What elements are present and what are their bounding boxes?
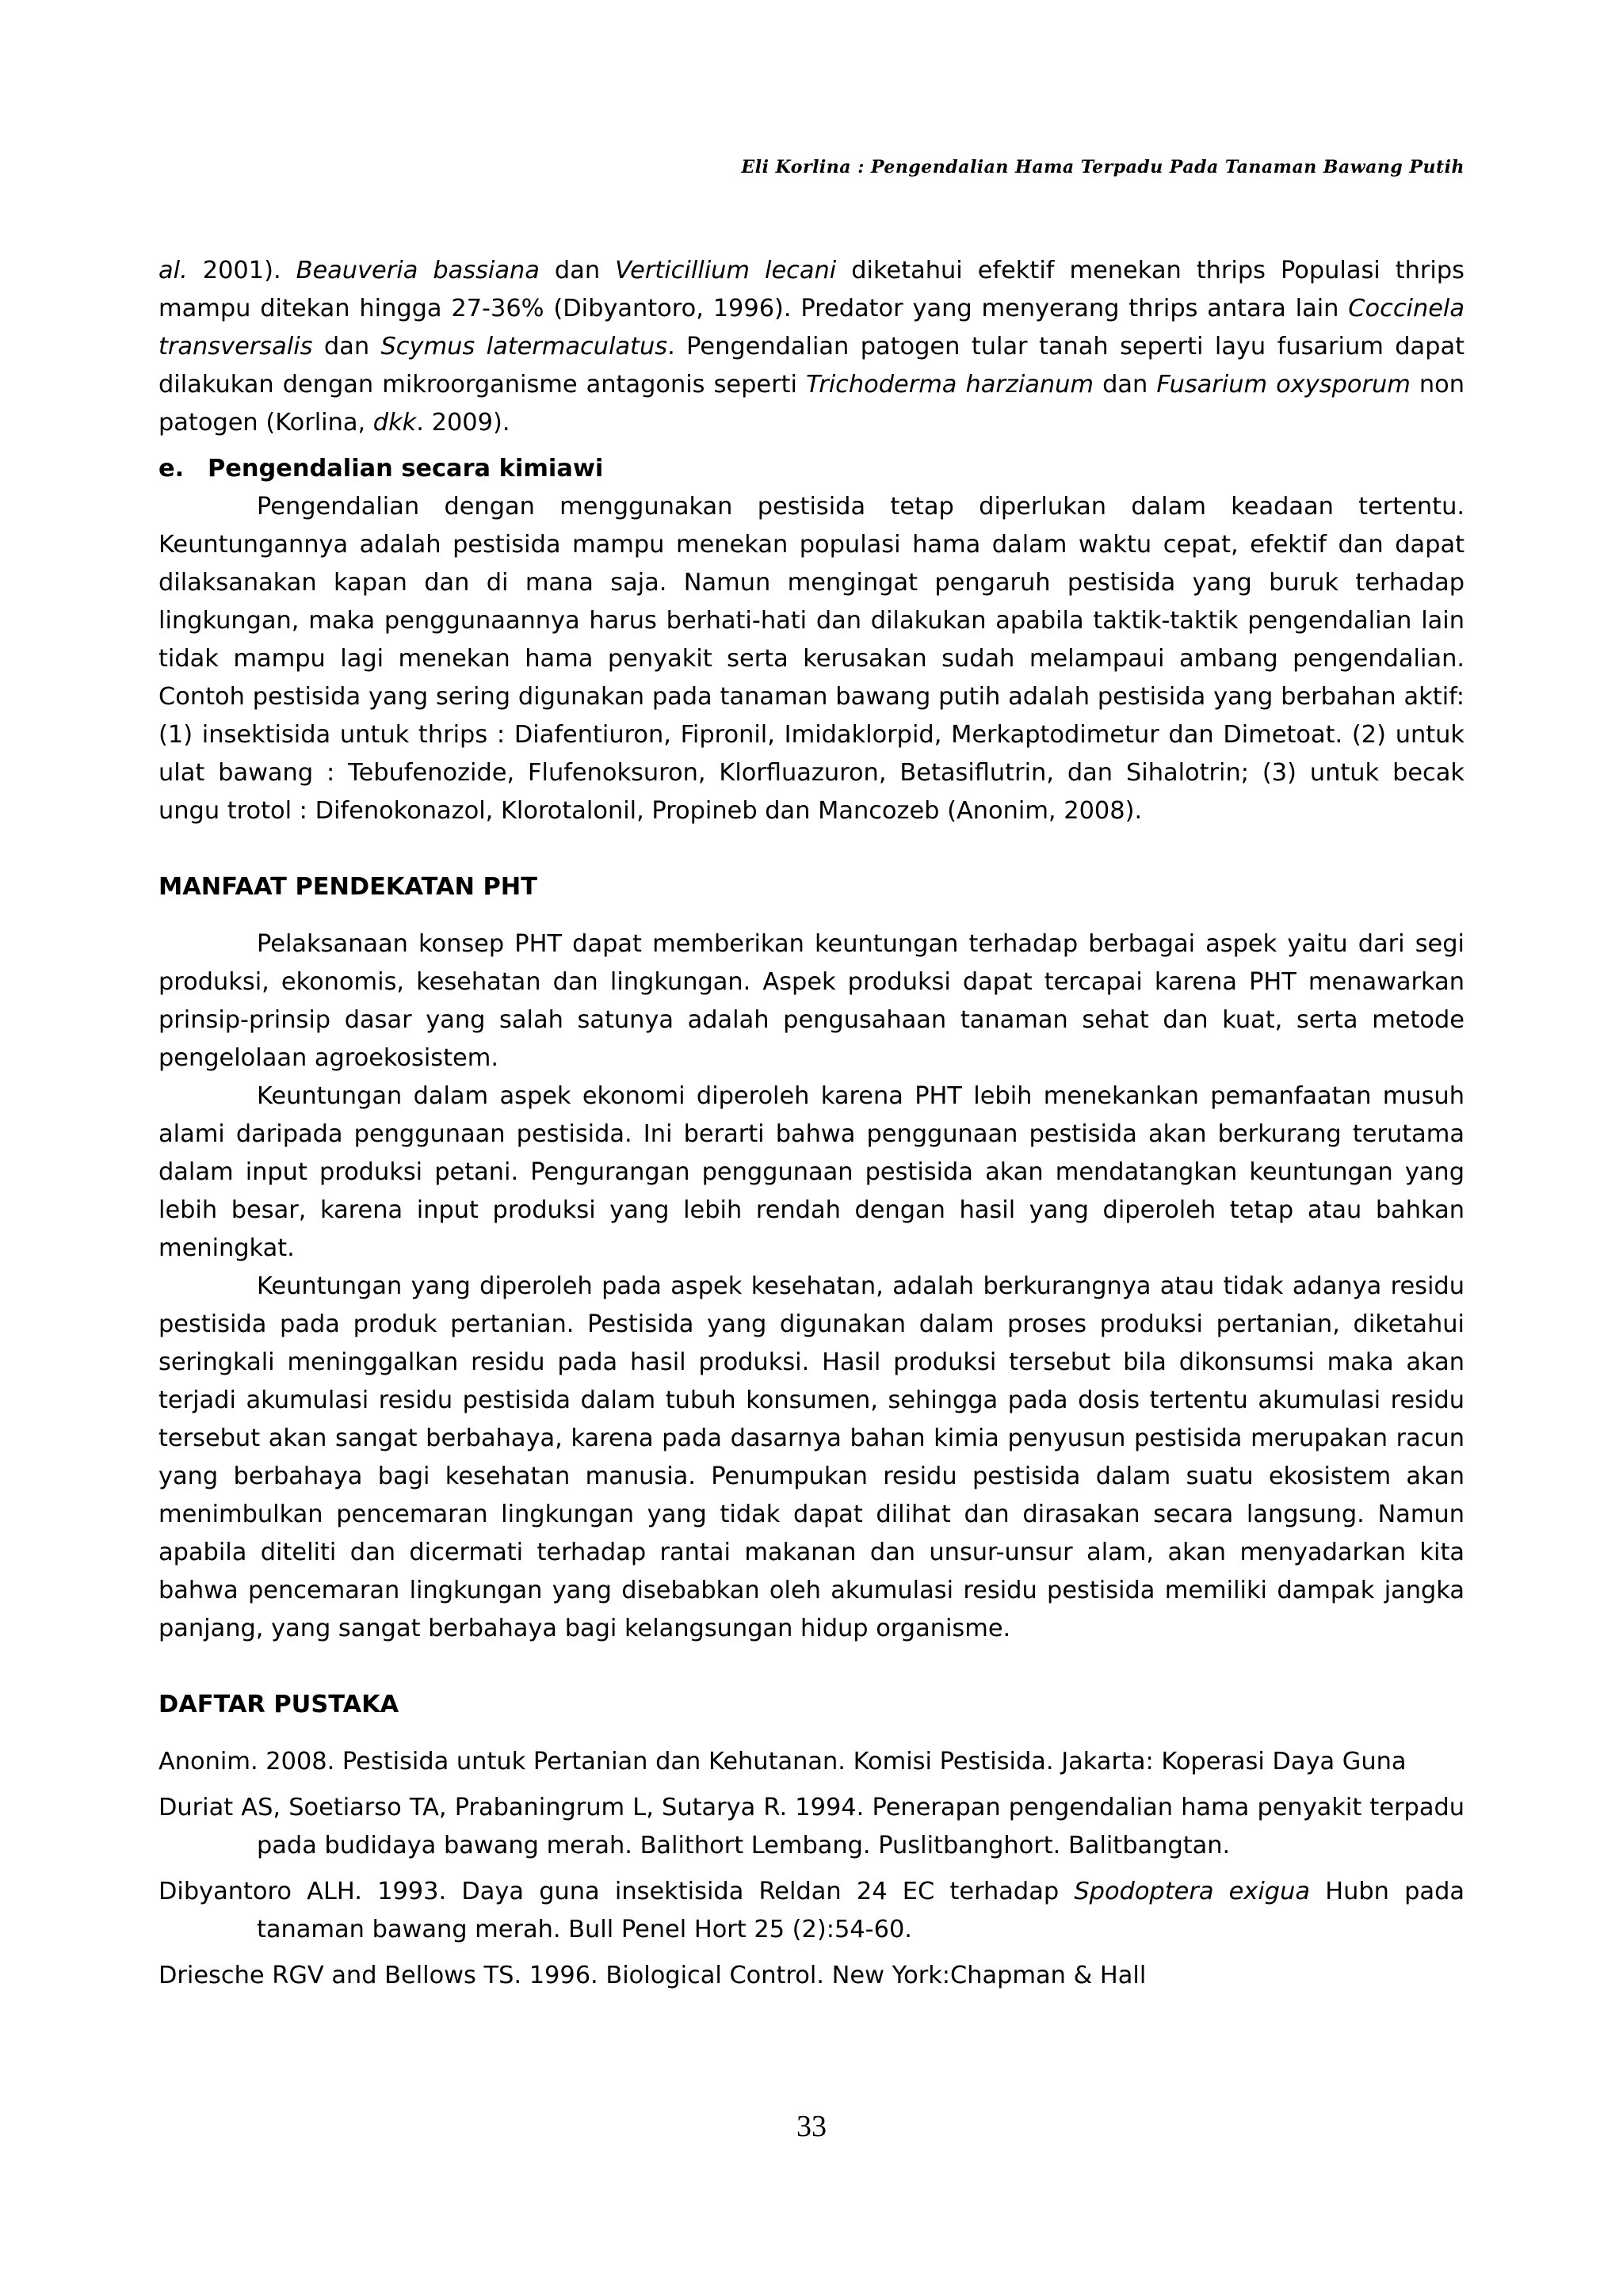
paragraph-manfaat-2: Keuntungan dalam aspek ekonomi diperoleh karena PHT lebih menekankan pemanfaatan musuh alami daripada penggunaan pestisida. Ini berarti bahwa penggunaan pestisida akan berkurang terutama dalam input produksi petani. Pengurangan penggunaan pestisida akan mendatangkan keuntungan yang lebih besar, karena input produksi yang lebih rendah dengan hasil yang diperoleh tetap atau bahkan meningkat. (158, 1082, 1465, 1262)
subsection-title: Pengendalian secara kimiawi (208, 455, 604, 482)
reference-item: Driesche RGV and Bellows TS. 1996. Biological Control. New York:Chapman & Hall (158, 1962, 1147, 1989)
page-number: 33 (796, 2110, 827, 2143)
paragraph-kimiawi: Pengendalian dengan menggunakan pestisida tetap diperlukan dalam keadaan tertentu. Keuntungannya adalah pestisida mampu menekan populasi hama dalam waktu cepat, efektif dan dapat dilaksanakan kapan dan di mana saja. Namun mengingat pengaruh pestisida yang buruk terhadap lingkungan, maka penggunaannya harus berhati-hati dan dilakukan apabila taktik-taktik pengendalian lain tidak mampu lagi menekan hama penyakit serta kerusakan sudah melampaui ambang pengendalian. Contoh pestisida yang sering digunakan pada tanaman bawang putih adalah pestisida yang berbahan aktif: (1) insektisida untuk thrips : Diafentiuron, Fipronil, Imidaklorpid, Merkaptodimetur dan Dimetoat. (2) untuk ulat bawang : Tebufenozide, Flufenoksuron, Klorfluazuron, Betasiflutrin, dan Sihalotrin; (3) untuk becak ungu trotol : Difenokonazol, Klorotalonil, Propineb dan Mancozeb (Anonim, 2008). (158, 493, 1465, 825)
reference-item: Anonim. 2008. Pestisida untuk Pertanian dan Kehutanan. Komisi Pestisida. Jakarta: Koperasi Daya Guna (158, 1748, 1407, 1775)
paragraph-continuation: al. 2001). Beauveria bassiana dan Verticillium lecani diketahui efektif menekan thrips Populasi thrips mampu ditekan hingga 27-36% (Dibyantoro, 1996). Predator yang menyerang thrips antara lain Coccinela transversalis dan Scymus latermaculatus. Pengendalian patogen tular tanah seperti layu fusarium dapat dilakukan dengan mikroorganisme antagonis seperti Trichoderma harzianum dan Fusarium oxysporum non patogen (Korlina, dkk. 2009). (158, 257, 1465, 437)
section-heading-manfaat: MANFAAT PENDEKATAN PHT (158, 873, 537, 901)
reference-item: Dibyantoro ALH. 1993. Daya guna insektisida Reldan 24 EC terhadap Spodoptera exigua Hubn pada tanaman bawang merah. Bull Penel Hort 25 (2):54-60. (158, 1878, 1465, 1943)
reference-item: Duriat AS, Soetiarso TA, Prabaningrum L, Sutarya R. 1994. Penerapan pengendalian hama penyakit terpadu pada budidaya bawang merah. Balithort Lembang. Puslitbanghort. Balitbangtan. (158, 1794, 1465, 1859)
page-content (158, 252, 1465, 1995)
running-header: Eli Korlina : Pengendalian Hama Terpadu Pada Tanaman Bawang Putih (741, 157, 1465, 177)
paragraph-manfaat-3: Keuntungan yang diperoleh pada aspek kesehatan, adalah berkurangnya atau tidak adanya residu pestisida pada produk pertanian. Pestisida yang digunakan dalam proses produksi pertanian, diketahui seringkali meninggalkan residu pada hasil produksi. Hasil produksi tersebut bila dikonsumsi maka akan terjadi akumulasi residu pestisida dalam tubuh konsumen, sehingga pada dosis tertentu akumulasi residu tersebut akan sangat berbahaya, karena pada dasarnya bahan kimia penyusun pestisida merupakan racun yang berbahaya bagi kesehatan manusia. Penumpukan residu pestisida dalam suatu ekosistem akan menimbulkan pencemaran lingkungan yang tidak dapat dilihat dan dirasakan secara langsung. Namun apabila diteliti dan dicermati terhadap rantai makanan dan unsur-unsur alam, akan menyadarkan kita bahwa pencemaran lingkungan yang disebabkan oleh akumulasi residu pestisida memiliki dampak jangka panjang, yang sangat berbahaya bagi kelangsungan hidup organisme. (158, 1272, 1465, 1642)
section-heading-daftar-pustaka: DAFTAR PUSTAKA (158, 1691, 399, 1718)
subsection-heading-e (158, 450, 1465, 488)
subsection-letter: e. (158, 455, 185, 482)
paragraph-manfaat-1: Pelaksanaan konsep PHT dapat memberikan keuntungan terhadap berbagai aspek yaitu dari segi produksi, ekonomis, kesehatan dan lingkungan. Aspek produksi dapat tercapai karena PHT menawarkan prinsip-prinsip dasar yang salah satunya adalah pengusahaan tanaman sehat dan kuat, serta metode pengelolaan agroekosistem. (158, 930, 1465, 1072)
